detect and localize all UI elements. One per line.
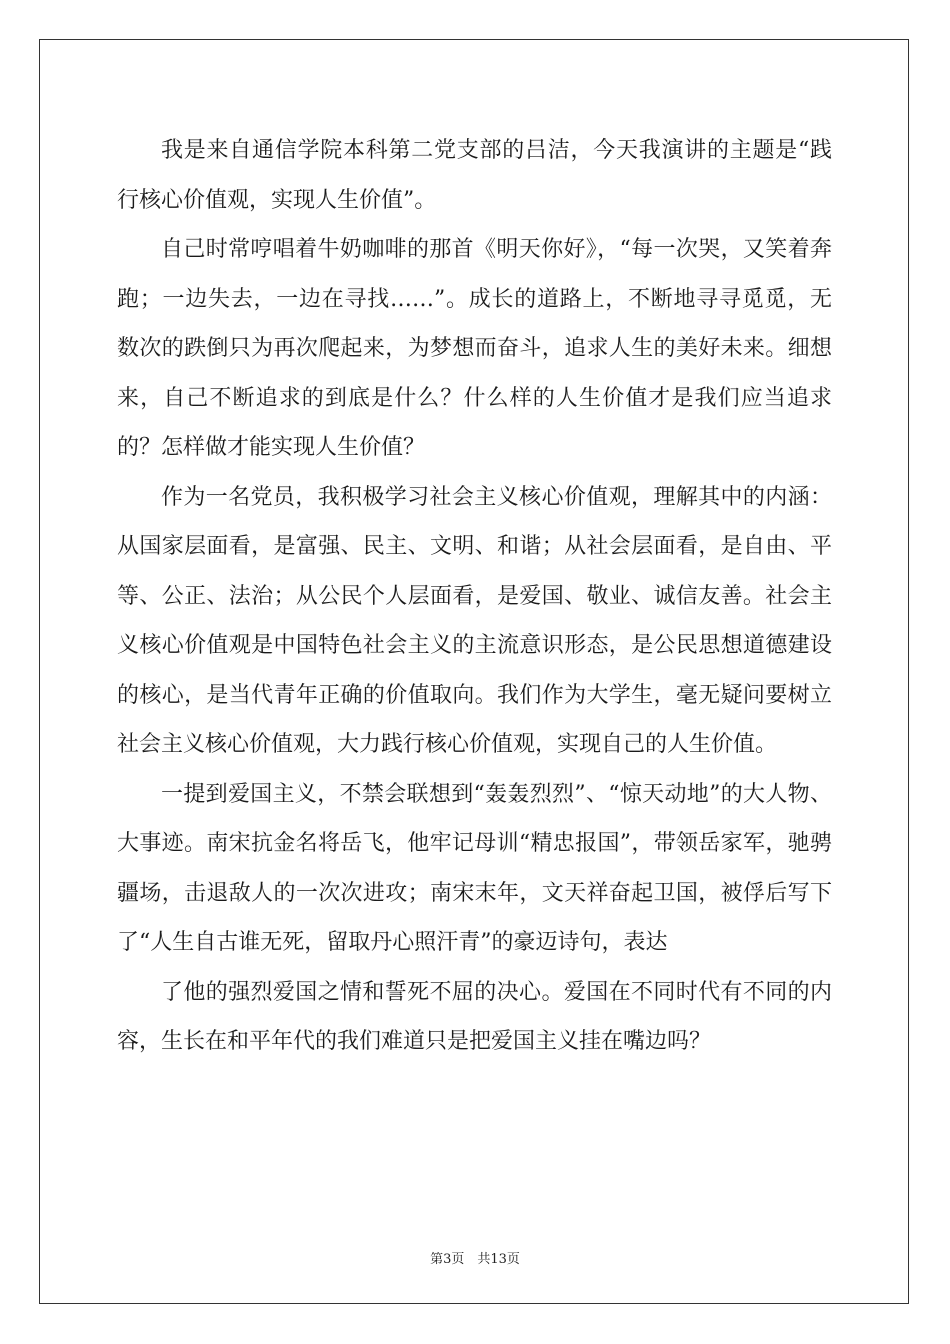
document-body: [117, 126, 832, 1067]
paragraph-1: 我是来自通信学院本科第二党支部的吕洁，今天我演讲的主题是“践行核心价值观，实现人生价值”。: [117, 138, 832, 213]
paragraph-2: 自己时常哼唱着牛奶咖啡的那首《明天你好》，“每一次哭，又笑着奔跑；一边失去，一边在寻找……”。成长的道路上，不断地寻寻觅觅，无数次的跌倒只为再次爬起来，为梦想而奋斗，追求人生的美好未来。细想来，自己不断追求的到底是什么？什么样的人生价值才是我们应当追求的？怎样做才能实现人生价值？: [117, 237, 832, 460]
paragraph-4: 一提到爱国主义，不禁会联想到“轰轰烈烈”、“惊天动地”的大人物、大事迹。南宋抗金名将岳飞，他牢记母训“精忠报国”，带领岳家军，驰骋疆场，击退敌人的一次次进攻；南宋末年，文天祥奋起卫国，被俘后写下了“人生自古谁无死，留取丹心照汗青”的豪迈诗句，表达: [117, 781, 832, 955]
paragraph-5: 了他的强烈爱国之情和誓死不屈的决心。爱国在不同时代有不同的内容，生长在和平年代的我们难道只是把爱国主义挂在嘴边吗？: [117, 979, 832, 1054]
page-number-footer: 第3页 共13页: [430, 1252, 520, 1267]
paragraph-3: 作为一名党员，我积极学习社会主义核心价值观，理解其中的内涵：从国家层面看，是富强、民主、文明、和谐；从社会层面看，是自由、平等、公正、法治；从公民个人层面看，是爱国、敬业、诚信友善。社会主义核心价值观是中国特色社会主义的主流意识形态，是公民思想道德建设的核心，是当代青年正确的价值取向。我们作为大学生，毫无疑问要树立社会主义核心价值观，大力践行核心价值观，实现自己的人生价值。: [117, 484, 832, 757]
